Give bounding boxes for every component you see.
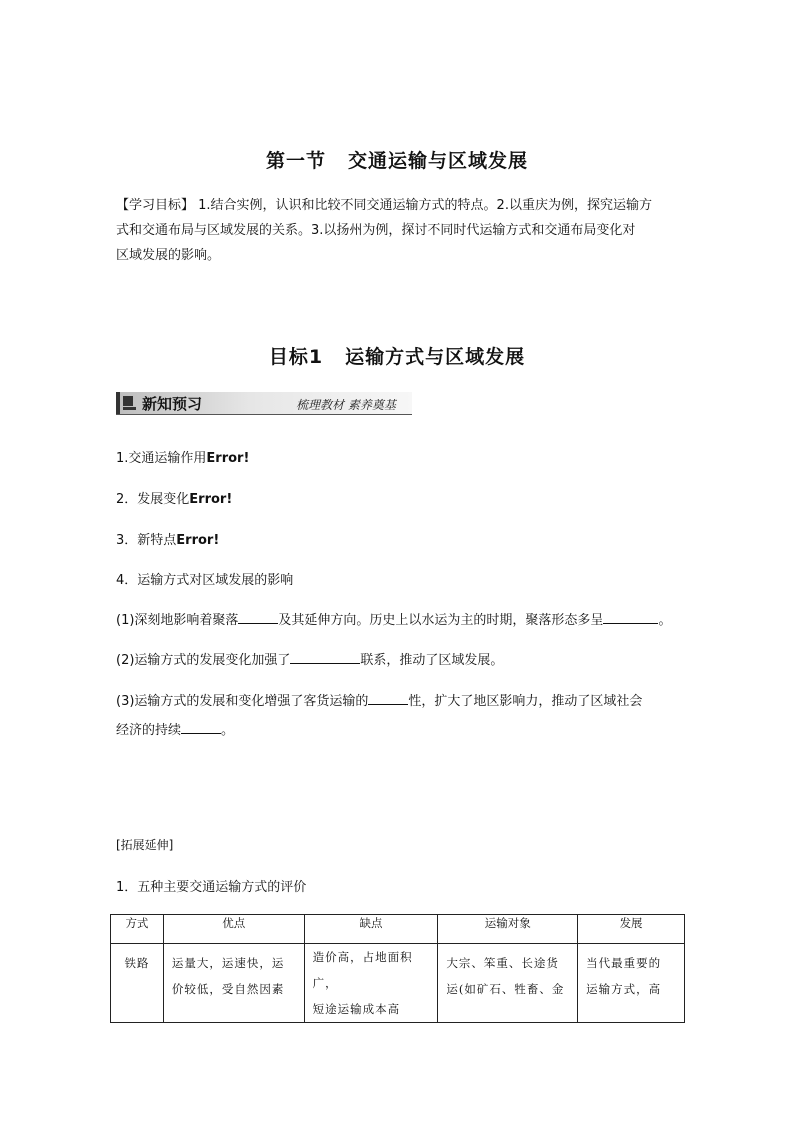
table-header-row	[111, 915, 685, 944]
question-2: (2)运输方式的发展变化加强了 联系，推动了区域发展。	[116, 648, 503, 673]
table-cell: 造价高，占地面积广， 短途运输成本高	[312, 950, 413, 1016]
banner-title: 新知预习	[142, 395, 203, 413]
table-header: 方式	[111, 915, 164, 944]
answer-blank[interactable]	[181, 720, 221, 734]
preview-banner	[116, 392, 412, 414]
banner-subtitle: 梳理教材 素养奠基	[296, 398, 396, 412]
item-4: 4．运输方式对区域发展的影响	[116, 573, 294, 588]
table-header: 发展	[578, 915, 685, 944]
table-row	[111, 944, 685, 1023]
item-2: 2．发展变化Error!	[116, 492, 233, 507]
table-header: 运输对象	[438, 915, 578, 944]
item-1: 1.交通运输作用Error!	[116, 451, 250, 466]
question-3: (3)运输方式的发展和变化增强了客货运输的 性，扩大了地区影响力，推动了区域社会 经济的持续 。	[116, 689, 696, 743]
extension-label: [拓展延伸]	[116, 838, 174, 852]
answer-blank[interactable]	[368, 691, 408, 705]
table-cell: 大宗、笨重、长途货 运(如矿石、牲畜、金	[446, 956, 565, 996]
answer-blank[interactable]	[290, 650, 360, 664]
learning-objectives: 【学习目标】 1.结合实例，认识和比较不同交通运输方式的特点。2.以重庆为例，探究运输方 式和交通布局与区域发展的关系。3.以扬州为例，探讨不同时代运输方式和交通布局变化对 区域发展的影响。	[116, 198, 652, 263]
answer-blank[interactable]	[238, 610, 278, 624]
table-header: 优点	[163, 915, 304, 944]
question-1: (1)深刻地影响着聚落 及其延伸方向。历史上以水运为主的时期，聚落形态多呈 。	[116, 608, 671, 633]
answer-blank[interactable]	[603, 610, 658, 624]
item-3: 3．新特点Error!	[116, 533, 220, 548]
table-cell: 铁路	[124, 956, 150, 970]
table-cell: 当代最重要的 运输方式，高	[586, 956, 662, 996]
table-header: 缺点	[304, 915, 438, 944]
section-title: 第一节 交通运输与区域发展	[265, 150, 529, 172]
book-icon	[123, 396, 133, 406]
transport-table	[110, 914, 685, 1023]
extension-heading: 1．五种主要交通运输方式的评价	[116, 880, 307, 895]
table-cell: 运量大，运速快，运 价较低，受自然因素	[171, 956, 285, 996]
goal-title: 目标1 运输方式与区域发展	[268, 346, 526, 368]
objectives-label: 【学习目标】	[116, 198, 195, 213]
